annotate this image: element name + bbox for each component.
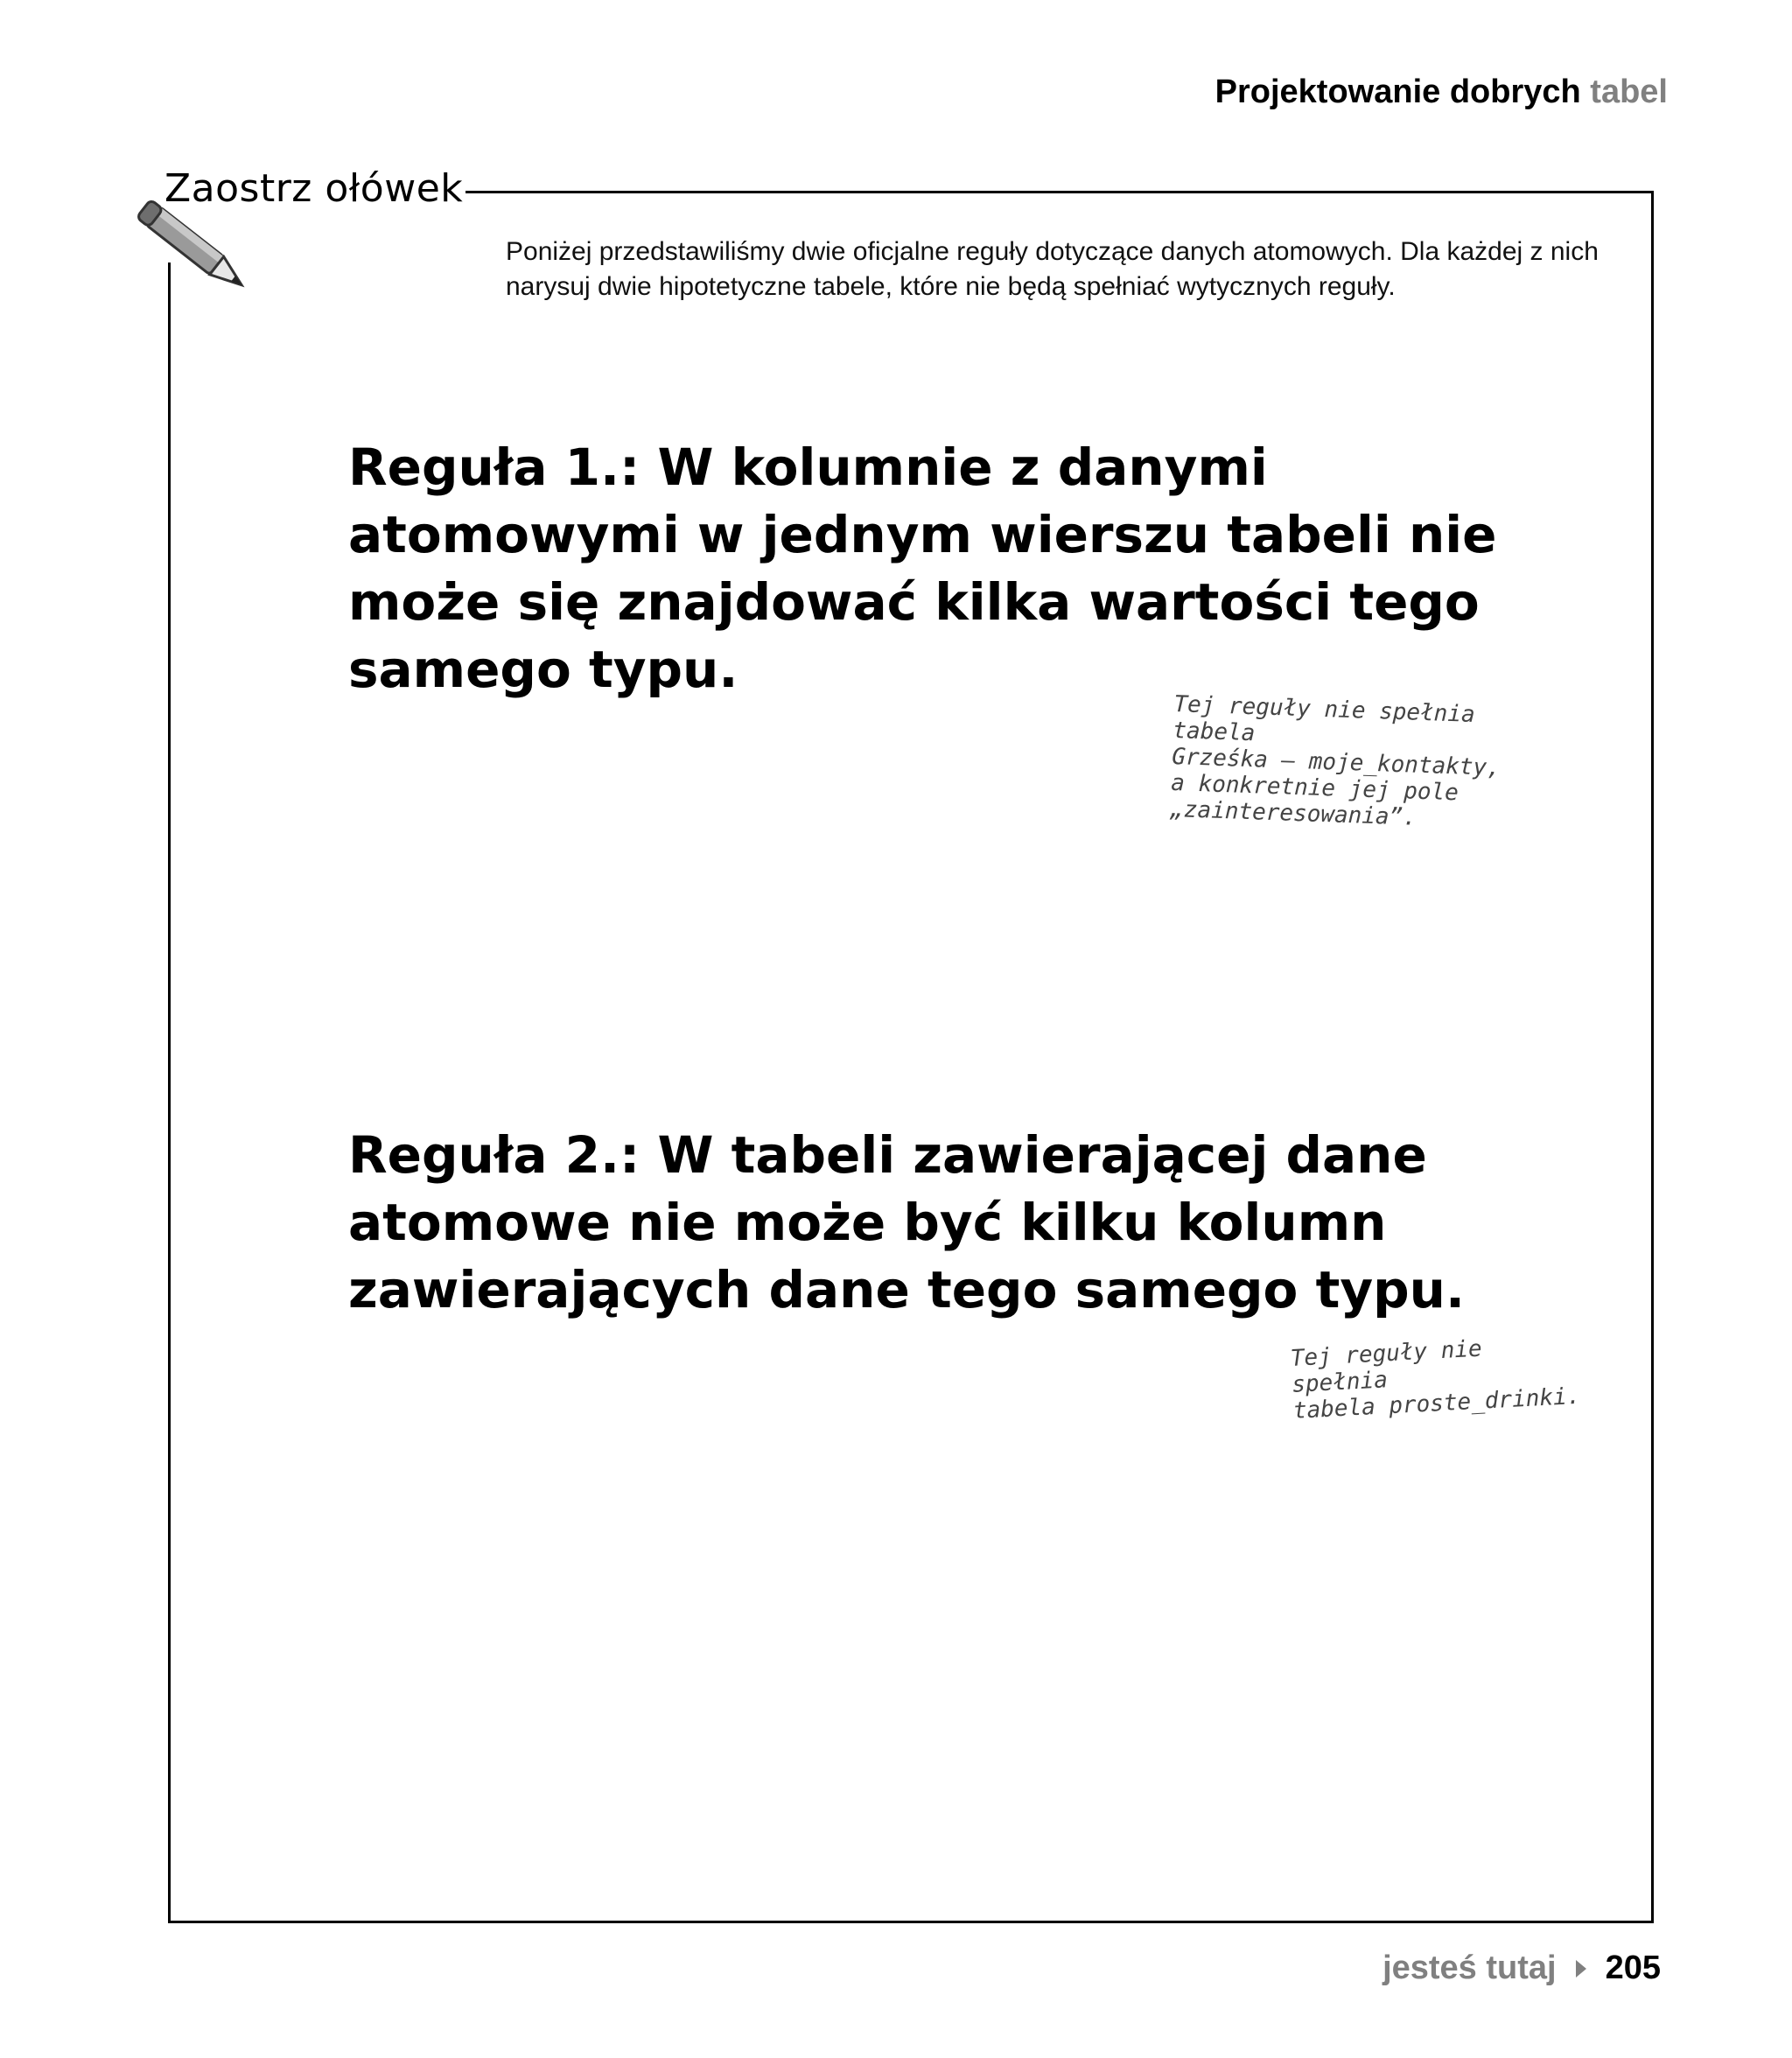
rule-1-handwritten-note: Tej reguły nie spełnia tabela Grześka — moje_kontakty, a konkretnie jej pole „zainteresowania”. [1169, 691, 1502, 831]
page-number: 205 [1605, 1950, 1661, 1986]
page-footer [1382, 1950, 1661, 1987]
exercise-title: Zaostrz ołówek [164, 166, 464, 211]
header-title-accent: tabel [1590, 74, 1668, 110]
header-title-main: Projektowanie dobrych [1214, 74, 1581, 110]
rule-2-text: Reguła 2.: W tabeli zawierającej dane atomowe nie może być kilku kolumn zawierających dane tego samego typu. [348, 1125, 1465, 1320]
exercise-instructions: Poniżej przedstawiliśmy dwie oficjalne reguły dotyczące danych atomowych. Dla każdej z nich narysuj dwie hipotetyczne tabele, które nie będą spełniać wytycznych reguły. [506, 237, 1599, 301]
rule-1-text: Reguła 1.: W kolumnie z danymi atomowymi w jednym wierszu tabeli nie może się znajdować kilka wartości tego samego typu. [348, 438, 1497, 699]
exercise-frame-left-line [168, 262, 171, 1923]
exercise-frame-top-line [466, 191, 1654, 193]
pencil-icon [122, 186, 262, 317]
rule-2-handwritten-note: Tej reguły nie spełnia tabela proste_drinki. [1290, 1335, 1581, 1424]
triangle-right-icon [1576, 1960, 1586, 1978]
you-are-here-label: jesteś tutaj [1382, 1950, 1557, 1986]
running-header [1215, 74, 1668, 111]
